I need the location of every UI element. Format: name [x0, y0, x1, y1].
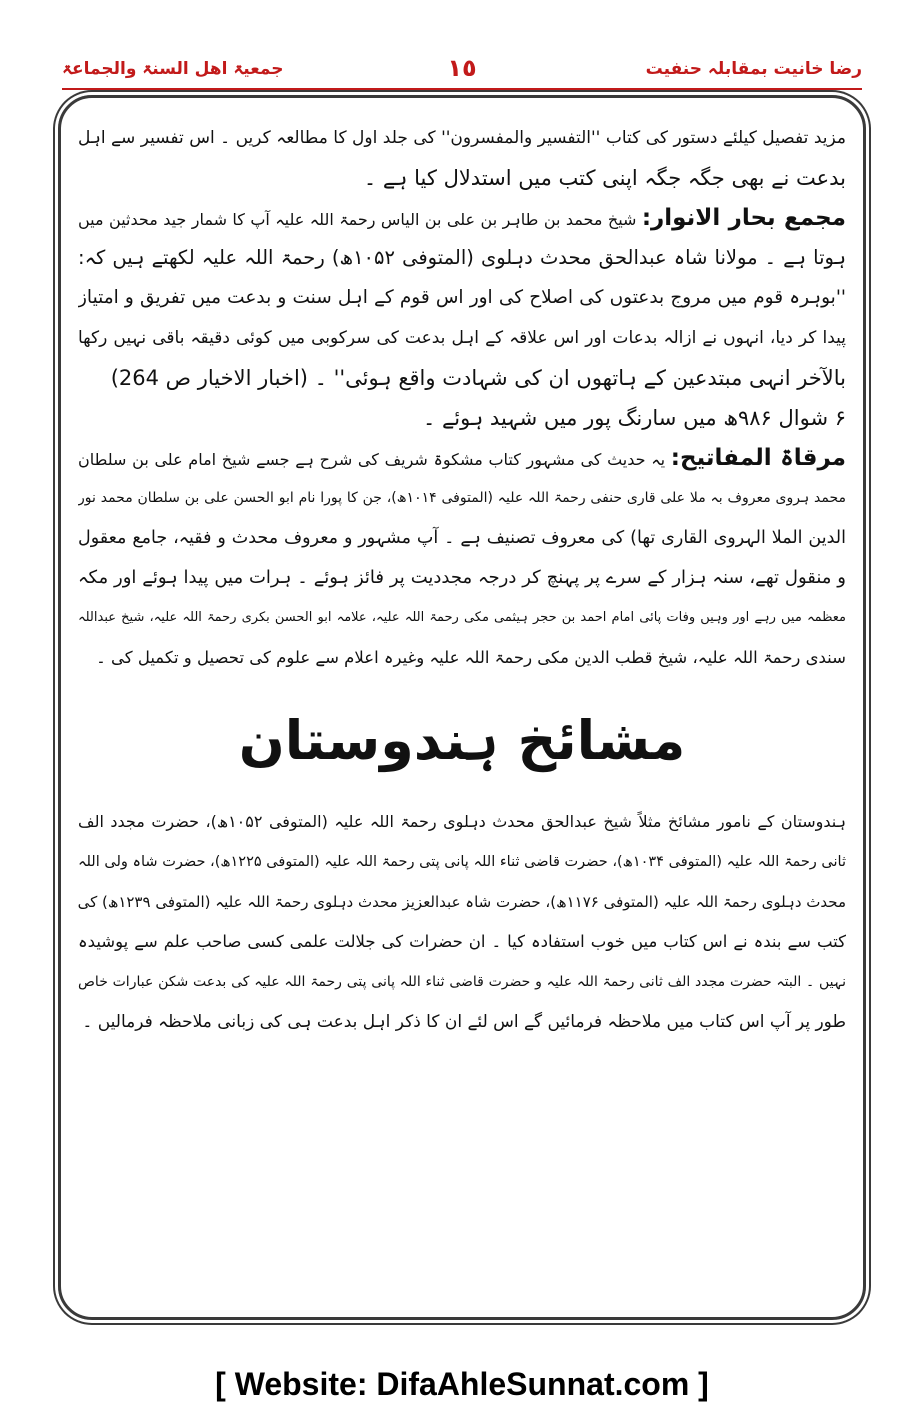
website-footer: [ Website: DifaAhleSunnat.com ]	[215, 1366, 709, 1402]
body-line: ''بوہرہ قوم میں مروج بدعتوں کی اصلاح کی اور اس قوم کے اہل سنت و بدعت میں تفریق و امتیاز	[78, 287, 846, 308]
body-line: بدعت نے بھی جگہ جگہ اپنی کتب میں استدلال کیا ہے ۔	[363, 166, 846, 190]
header-organization: جمعیۃ اھل السنۃ والجماعۃ	[62, 59, 284, 79]
body-line	[78, 198, 846, 238]
header-book-title: رضا خانیت بمقابلہ حنفیت	[645, 59, 862, 79]
header-divider	[62, 88, 862, 90]
body-line: و منقول تھے، سنہ ہزار کے سرے پر پہنچ کر درجہ مجددیت پر فائز ہوئے ۔ ہرات میں پیدا ہوئے اور مکہ	[78, 567, 846, 588]
page-number: ١٥	[447, 54, 477, 82]
body-line: مزید تفصیل کیلئے دستور کی کتاب ''التفسیر والمفسرون'' کی جلد اول کا مطالعہ کریں ۔ اس تفسیر سے اہل	[78, 128, 846, 148]
page-body	[78, 118, 846, 1298]
body-line: محدث دہلوی رحمۃ اللہ علیہ (المتوفی ۱۱۷۶ھ)، حضرت شاہ عبدالعزیز محدث دہلوی رحمۃ اللہ علیہ (المتوفی ۱۲۳۹ھ) کی	[78, 893, 846, 911]
body-line: طور پر آپ اس کتاب میں ملاحظہ فرمائیں گے اس لئے ان کا ذکر اہل بدعت ہی کی زبانی ملاحظہ فرمالیں ۔	[82, 1012, 846, 1032]
body-line: الدین الملا الہروی القاری تھا) کی معروف تصنیف ہے ۔ آپ مشہور و معروف محدث و فقیہ، جامع معقول	[78, 528, 846, 548]
body-line	[78, 438, 846, 478]
body-line: ہوتا ہے ۔ مولانا شاہ عبدالحق محدث دہلوی (المتوفی ۱۰۵۲ھ) رحمۃ اللہ علیہ لکھتے ہیں کہ:	[78, 246, 846, 269]
body-line: بالآخر انہی مبتدعین کے ہاتھوں ان کی شہادت واقع ہوئی'' ۔ (اخبار الاخیار ص 264)	[110, 366, 846, 390]
body-line: ۶ شوال ۹۸۶ھ میں سارنگ پور میں شہید ہوئے ۔	[422, 406, 846, 430]
section-title: مشائخ ہندوستان	[238, 709, 686, 772]
body-line: سندی رحمۃ اللہ علیہ، شیخ قطب الدین مکی رحمۃ اللہ علیہ وغیرہ اعلام سے علوم کی تحصیل و تکمیل کی ۔	[96, 648, 846, 667]
page-header	[62, 54, 862, 92]
term-heading: مجمع بحار الانوار:	[641, 205, 846, 231]
term-text: شیخ محمد بن طاہر بن علی بن الیاس رحمۃ اللہ علیہ آپ کا شمار جید محدثین میں	[78, 210, 637, 229]
body-line: ہندوستان کے نامور مشائخ مثلاً شیخ عبدالحق محدث دہلوی رحمۃ اللہ علیہ (المتوفی ۱۰۵۲ھ)، حضرت مجدد الف	[78, 812, 846, 831]
term-text: یہ حدیث کی مشہور کتاب مشکوۃ شریف کی شرح ہے جسے شیخ امام علی بن سلطان	[78, 450, 666, 469]
body-line: معظمہ میں رہے اور وہیں وفات پائی امام احمد بن حجر ہیثمی مکی رحمۃ اللہ علیہ، علامہ ابو الحسن بکری رحمۃ اللہ علیہ، شیخ عبداللہ	[78, 610, 846, 625]
body-line: کتب سے بندہ نے اس کتاب میں خوب استفادہ کیا ۔ ان حضرات کی جلالت علمی کسی صاحب علم سے پوشیدہ	[78, 932, 846, 951]
body-line: محمد ہروی معروف بہ ملا علی قاری حنفی رحمۃ اللہ علیہ (المتوفی ۱۰۱۴ھ)، جن کا پورا نام ابو الحسن علی بن سلطان محمد نور	[78, 490, 846, 506]
term-heading: مرقاۃ المفاتیح:	[670, 445, 846, 471]
body-line: پیدا کر دیا، انہوں نے ازالہ بدعات اور اس علاقہ کے اہل بدعت کی سرکوبی میں کوئی دقیقہ باقی نہیں رکھا	[78, 328, 846, 348]
body-line: نہیں ۔ البتہ حضرت مجدد الف ثانی رحمۃ اللہ علیہ و حضرت قاضی ثناء اللہ پانی پتی رحمۃ اللہ علیہ کی بدعت شکن عبارات خاص	[78, 974, 846, 990]
body-line: ثانی رحمۃ اللہ علیہ (المتوفی ۱۰۳۴ھ)، حضرت قاضی ثناء اللہ پانی پتی رحمۃ اللہ علیہ (المتوفی ۱۲۲۵ھ)، حضرت شاہ ولی اللہ	[78, 854, 846, 870]
